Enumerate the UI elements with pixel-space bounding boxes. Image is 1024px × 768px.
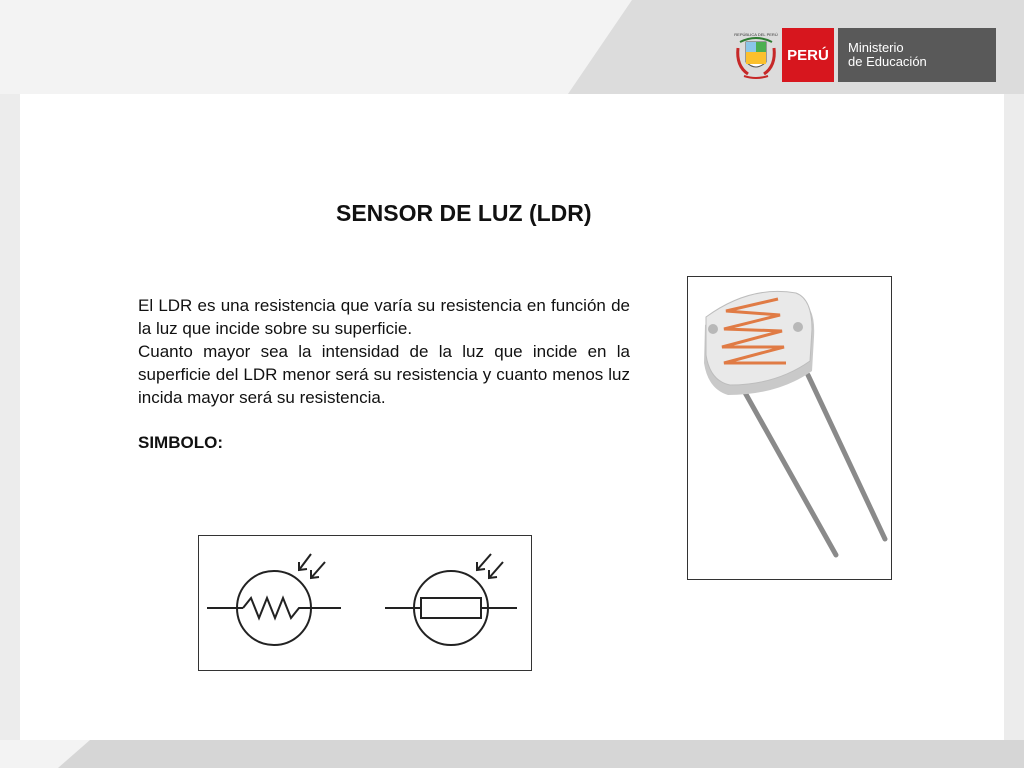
ldr-component-image: [687, 276, 892, 580]
ldr-symbol-diagram: [198, 535, 532, 671]
ministry-line-2: de Educación: [848, 54, 927, 69]
ministry-label: [838, 28, 996, 82]
ldr-component-svg: [688, 277, 890, 578]
peru-label: PERÚ: [782, 28, 834, 82]
crest-caption: REPÚBLICA DEL PERÚ: [734, 32, 778, 37]
description-text: [138, 294, 630, 409]
symbol-label: SIMBOLO:: [138, 433, 223, 452]
ldr-symbols-svg: [199, 536, 530, 669]
ldr-rectangle-symbol: [385, 554, 517, 645]
slide-title: SENSOR DE LUZ (LDR): [336, 200, 592, 226]
coat-of-arms-icon: [734, 28, 778, 82]
description-paragraph-1: El LDR es una resistencia que varía su resistencia en función de la luz que incide sobre su superficie.: [138, 296, 630, 338]
ministry-logo: [734, 28, 996, 82]
ldr-zigzag-symbol: [207, 554, 341, 645]
description-paragraph-2: Cuanto mayor sea la intensidad de la luz que incide en la superficie del LDR menor será su resistencia y cuanto menos luz incida mayor será su resistencia.: [138, 342, 630, 407]
ministry-line-1: Ministerio: [848, 40, 904, 55]
